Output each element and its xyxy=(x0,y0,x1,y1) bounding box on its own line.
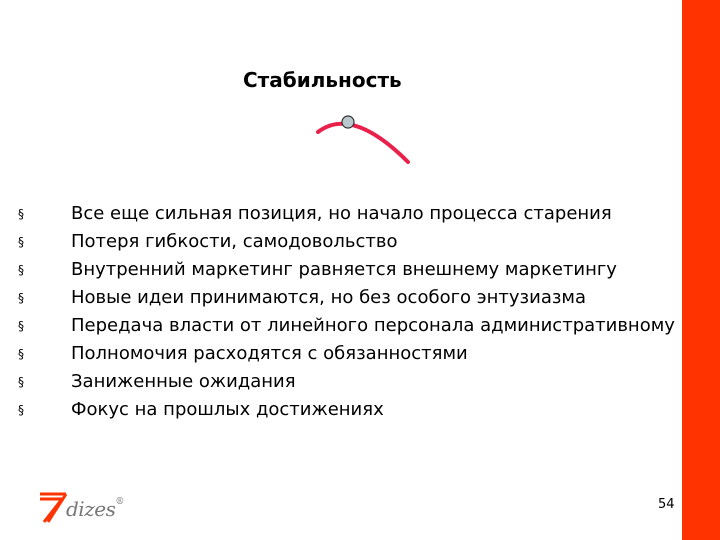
bullet-marker: § xyxy=(18,291,24,305)
bullet-text: Внутренний маркетинг равняется внешнему маркетингу xyxy=(71,259,617,280)
logo-text xyxy=(66,497,124,521)
lifecycle-curve-icon xyxy=(312,108,416,166)
list-item xyxy=(18,370,678,394)
slide-title: Стабильность xyxy=(243,68,402,92)
list-item xyxy=(18,342,678,366)
accent-bar xyxy=(682,0,720,540)
logo-registered-mark: ® xyxy=(115,497,124,507)
bullet-marker: § xyxy=(18,319,24,333)
bullet-marker: § xyxy=(18,403,24,417)
bullet-list xyxy=(18,202,678,422)
bullet-text: Фокус на прошлых достижениях xyxy=(71,399,384,420)
list-item xyxy=(18,202,678,226)
list-item xyxy=(18,314,678,338)
list-item xyxy=(18,286,678,310)
bullet-text: Потеря гибкости, самодовольство xyxy=(71,231,398,252)
list-item xyxy=(18,258,678,282)
bullet-text: Новые идеи принимаются, но без особого энтузиазма xyxy=(71,287,587,308)
bullet-text: Все еще сильная позиция, но начало процесса старения xyxy=(71,203,612,224)
bullet-text: Заниженные ожидания xyxy=(71,371,296,392)
bullet-marker: § xyxy=(18,235,24,249)
bullet-marker: § xyxy=(18,347,24,361)
list-item xyxy=(18,398,678,422)
bullet-marker: § xyxy=(18,207,24,221)
bullet-text: Полномочия расходятся с обязанностями xyxy=(71,343,468,364)
logo-word: dizes xyxy=(66,497,116,521)
bullet-marker: § xyxy=(18,375,24,389)
bullet-text: Передача власти от линейного персонала административному xyxy=(71,315,675,336)
list-item xyxy=(18,230,678,254)
page-number: 54 xyxy=(658,497,675,512)
bullet-marker: § xyxy=(18,263,24,277)
